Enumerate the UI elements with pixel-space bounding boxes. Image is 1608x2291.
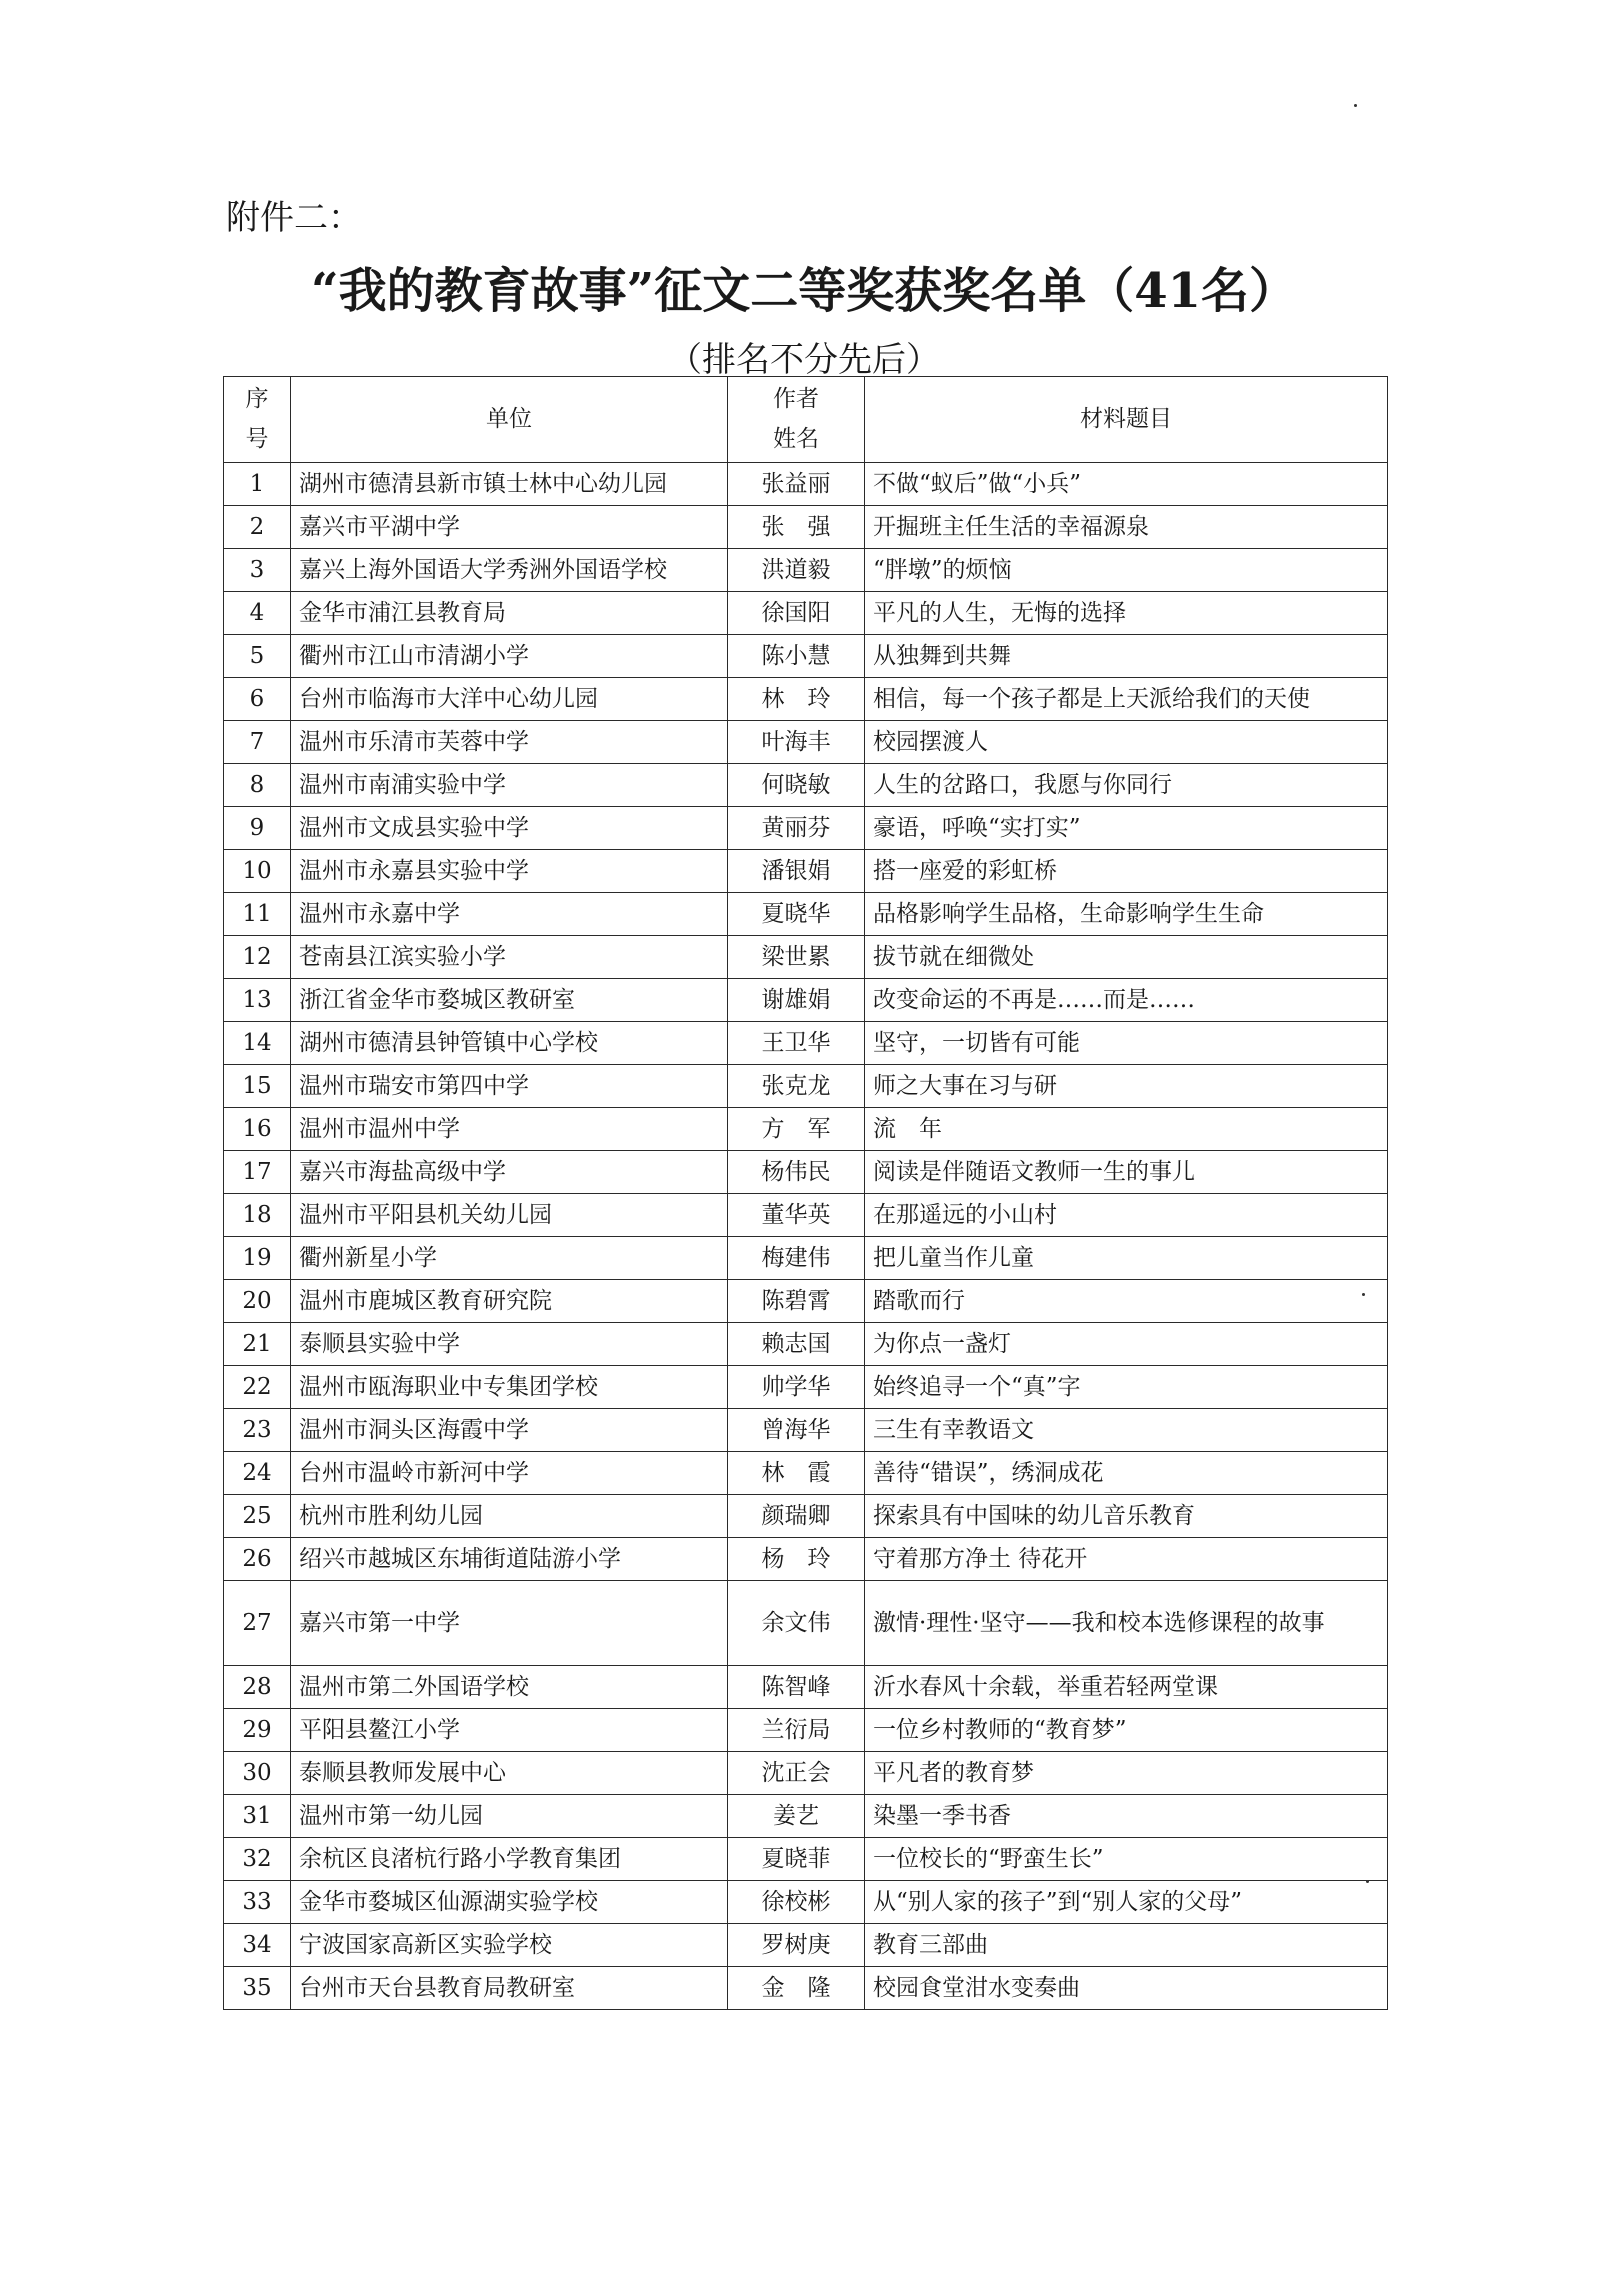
row-unit: 衢州市江山市清湖小学 <box>291 635 728 678</box>
row-title: 在那遥远的小山村 <box>865 1194 1388 1237</box>
table-row <box>224 807 1388 850</box>
header-author-line2: 姓名 <box>773 425 819 452</box>
row-title: 豪语，呼唤“实打实” <box>865 807 1388 850</box>
row-unit: 嘉兴上海外国语大学秀洲外国语学校 <box>291 549 728 592</box>
row-number: 8 <box>224 764 291 807</box>
row-title: 一位乡村教师的“教育梦” <box>865 1709 1388 1752</box>
row-number: 17 <box>224 1151 291 1194</box>
table-row <box>224 1838 1388 1881</box>
row-title: 踏歌而行 <box>865 1280 1388 1323</box>
row-author: 张 强 <box>728 506 865 549</box>
row-title: 从“别人家的孩子”到“别人家的父母” <box>865 1881 1388 1924</box>
row-title: 拔节就在细微处 <box>865 936 1388 979</box>
row-unit: 嘉兴市平湖中学 <box>291 506 728 549</box>
header-author-line1: 作者 <box>773 386 819 413</box>
row-title: 人生的岔路口，我愿与你同行 <box>865 764 1388 807</box>
row-number: 6 <box>224 678 291 721</box>
scan-speck <box>1366 1880 1369 1883</box>
row-unit: 温州市第二外国语学校 <box>291 1666 728 1709</box>
row-unit: 台州市临海市大洋中心幼儿园 <box>291 678 728 721</box>
row-unit: 泰顺县教师发展中心 <box>291 1752 728 1795</box>
row-number: 30 <box>224 1752 291 1795</box>
table-row <box>224 979 1388 1022</box>
row-number: 11 <box>224 893 291 936</box>
row-title: 三生有幸教语文 <box>865 1409 1388 1452</box>
table-row <box>224 1967 1388 2010</box>
attachment-label: 附件二： <box>226 198 362 238</box>
row-title: 相信，每一个孩子都是上天派给我们的天使 <box>865 678 1388 721</box>
row-unit: 绍兴市越城区东埔街道陆游小学 <box>291 1538 728 1581</box>
row-title: 坚守，一切皆有可能 <box>865 1022 1388 1065</box>
header-author <box>728 377 865 463</box>
table-row <box>224 1881 1388 1924</box>
row-author: 陈小慧 <box>728 635 865 678</box>
row-author: 曾海华 <box>728 1409 865 1452</box>
row-unit: 衢州新星小学 <box>291 1237 728 1280</box>
row-unit: 嘉兴市第一中学 <box>291 1581 728 1666</box>
row-title: 为你点一盏灯 <box>865 1323 1388 1366</box>
row-author: 张益丽 <box>728 463 865 506</box>
row-number: 18 <box>224 1194 291 1237</box>
row-number: 4 <box>224 592 291 635</box>
row-unit: 温州市第一幼儿园 <box>291 1795 728 1838</box>
row-number: 7 <box>224 721 291 764</box>
table-row <box>224 1666 1388 1709</box>
page-subtitle: （排名不分先后） <box>668 340 940 380</box>
table-row <box>224 1924 1388 1967</box>
row-unit: 金华市婺城区仙源湖实验学校 <box>291 1881 728 1924</box>
row-unit: 台州市温岭市新河中学 <box>291 1452 728 1495</box>
row-author: 黄丽芬 <box>728 807 865 850</box>
table-header-row <box>224 377 1388 463</box>
row-unit: 台州市天台县教育局教研室 <box>291 1967 728 2010</box>
row-author: 余文伟 <box>728 1581 865 1666</box>
row-number: 29 <box>224 1709 291 1752</box>
row-title: 开掘班主任生活的幸福源泉 <box>865 506 1388 549</box>
header-number <box>224 377 291 463</box>
row-author: 赖志国 <box>728 1323 865 1366</box>
table-row <box>224 635 1388 678</box>
header-title: 材料题目 <box>865 377 1388 463</box>
row-title: 沂水春风十余载，举重若轻两堂课 <box>865 1666 1388 1709</box>
row-number: 22 <box>224 1366 291 1409</box>
row-author: 梅建伟 <box>728 1237 865 1280</box>
row-author: 夏晓菲 <box>728 1838 865 1881</box>
table-row <box>224 1581 1388 1666</box>
row-number: 24 <box>224 1452 291 1495</box>
row-author: 梁世累 <box>728 936 865 979</box>
table-row <box>224 678 1388 721</box>
table-row <box>224 893 1388 936</box>
row-author: 徐校彬 <box>728 1881 865 1924</box>
row-unit: 平阳县鳌江小学 <box>291 1709 728 1752</box>
row-title: 一位校长的“野蛮生长” <box>865 1838 1388 1881</box>
row-number: 12 <box>224 936 291 979</box>
row-unit: 浙江省金华市婺城区教研室 <box>291 979 728 1022</box>
row-unit: 温州市温州中学 <box>291 1108 728 1151</box>
header-number-line1: 序 <box>245 386 269 413</box>
row-number: 33 <box>224 1881 291 1924</box>
row-number: 1 <box>224 463 291 506</box>
row-author: 夏晓华 <box>728 893 865 936</box>
table-row <box>224 1280 1388 1323</box>
table-row <box>224 1409 1388 1452</box>
table-row <box>224 1194 1388 1237</box>
table-row <box>224 1709 1388 1752</box>
row-number: 28 <box>224 1666 291 1709</box>
table-row <box>224 1065 1388 1108</box>
row-number: 14 <box>224 1022 291 1065</box>
page-title: “我的教育故事”征文二等奖获奖名单（41名） <box>310 263 1298 319</box>
row-title: 流 年 <box>865 1108 1388 1151</box>
table-row <box>224 721 1388 764</box>
row-unit: 温州市洞头区海霞中学 <box>291 1409 728 1452</box>
row-title: 改变命运的不再是……而是…… <box>865 979 1388 1022</box>
scan-speck <box>1354 104 1357 107</box>
row-author: 帅学华 <box>728 1366 865 1409</box>
row-unit: 泰顺县实验中学 <box>291 1323 728 1366</box>
row-title: 把儿童当作儿童 <box>865 1237 1388 1280</box>
row-author: 陈碧霄 <box>728 1280 865 1323</box>
row-number: 25 <box>224 1495 291 1538</box>
row-title: “胖墩”的烦恼 <box>865 549 1388 592</box>
row-number: 13 <box>224 979 291 1022</box>
table-body <box>224 463 1388 2010</box>
row-unit: 杭州市胜利幼儿园 <box>291 1495 728 1538</box>
row-title: 不做“蚁后”做“小兵” <box>865 463 1388 506</box>
table-row <box>224 1323 1388 1366</box>
row-title: 探索具有中国味的幼儿音乐教育 <box>865 1495 1388 1538</box>
row-number: 9 <box>224 807 291 850</box>
row-author: 叶海丰 <box>728 721 865 764</box>
table-row <box>224 1022 1388 1065</box>
scan-speck <box>1362 1293 1365 1296</box>
row-number: 32 <box>224 1838 291 1881</box>
row-number: 20 <box>224 1280 291 1323</box>
table-row <box>224 506 1388 549</box>
row-unit: 金华市浦江县教育局 <box>291 592 728 635</box>
row-title: 平凡的人生，无悔的选择 <box>865 592 1388 635</box>
row-number: 31 <box>224 1795 291 1838</box>
row-author: 颜瑞卿 <box>728 1495 865 1538</box>
row-number: 3 <box>224 549 291 592</box>
table-row <box>224 1495 1388 1538</box>
row-title: 平凡者的教育梦 <box>865 1752 1388 1795</box>
award-table <box>223 376 1388 2010</box>
row-number: 2 <box>224 506 291 549</box>
table-row <box>224 1452 1388 1495</box>
row-number: 27 <box>224 1581 291 1666</box>
row-author: 林 霞 <box>728 1452 865 1495</box>
row-number: 16 <box>224 1108 291 1151</box>
row-author: 董华英 <box>728 1194 865 1237</box>
row-author: 洪道毅 <box>728 549 865 592</box>
table-row <box>224 592 1388 635</box>
row-title: 守着那方净土 待花开 <box>865 1538 1388 1581</box>
table-row <box>224 764 1388 807</box>
row-author: 金 隆 <box>728 1967 865 2010</box>
row-author: 徐国阳 <box>728 592 865 635</box>
row-author: 潘银娟 <box>728 850 865 893</box>
row-unit: 湖州市德清县钟管镇中心学校 <box>291 1022 728 1065</box>
row-unit: 温州市永嘉县实验中学 <box>291 850 728 893</box>
row-author: 王卫华 <box>728 1022 865 1065</box>
row-number: 15 <box>224 1065 291 1108</box>
table-row <box>224 549 1388 592</box>
row-number: 19 <box>224 1237 291 1280</box>
row-author: 何晓敏 <box>728 764 865 807</box>
row-unit: 温州市南浦实验中学 <box>291 764 728 807</box>
row-author: 兰衍局 <box>728 1709 865 1752</box>
table-row <box>224 1795 1388 1838</box>
row-author: 姜艺 <box>728 1795 865 1838</box>
table-row <box>224 1752 1388 1795</box>
row-title: 善待“错误”，绣洞成花 <box>865 1452 1388 1495</box>
row-title: 染墨一季书香 <box>865 1795 1388 1838</box>
row-author: 陈智峰 <box>728 1666 865 1709</box>
row-number: 26 <box>224 1538 291 1581</box>
row-unit: 苍南县江滨实验小学 <box>291 936 728 979</box>
table-row <box>224 463 1388 506</box>
row-number: 23 <box>224 1409 291 1452</box>
row-title: 品格影响学生品格，生命影响学生生命 <box>865 893 1388 936</box>
row-unit: 温州市瑞安市第四中学 <box>291 1065 728 1108</box>
row-title: 始终追寻一个“真”字 <box>865 1366 1388 1409</box>
header-unit: 单位 <box>291 377 728 463</box>
row-unit: 温州市瓯海职业中专集团学校 <box>291 1366 728 1409</box>
row-title: 激情·理性·坚守——我和校本选修课程的故事 <box>865 1581 1388 1666</box>
row-title: 教育三部曲 <box>865 1924 1388 1967</box>
row-unit: 嘉兴市海盐高级中学 <box>291 1151 728 1194</box>
row-author: 杨伟民 <box>728 1151 865 1194</box>
table-row <box>224 1151 1388 1194</box>
row-title: 阅读是伴随语文教师一生的事儿 <box>865 1151 1388 1194</box>
table-row <box>224 1237 1388 1280</box>
row-unit: 余杭区良渚杭行路小学教育集团 <box>291 1838 728 1881</box>
row-number: 10 <box>224 850 291 893</box>
row-author: 谢雄娟 <box>728 979 865 1022</box>
table-row <box>224 850 1388 893</box>
row-title: 校园食堂泔水变奏曲 <box>865 1967 1388 2010</box>
row-unit: 温州市文成县实验中学 <box>291 807 728 850</box>
table-row <box>224 1538 1388 1581</box>
table-row <box>224 1108 1388 1151</box>
row-author: 沈正会 <box>728 1752 865 1795</box>
row-number: 34 <box>224 1924 291 1967</box>
row-unit: 宁波国家高新区实验学校 <box>291 1924 728 1967</box>
row-number: 21 <box>224 1323 291 1366</box>
header-number-line2: 号 <box>245 425 269 452</box>
row-unit: 温州市乐清市芙蓉中学 <box>291 721 728 764</box>
row-author: 杨 玲 <box>728 1538 865 1581</box>
row-author: 方 军 <box>728 1108 865 1151</box>
table-row <box>224 1366 1388 1409</box>
row-unit: 温州市鹿城区教育研究院 <box>291 1280 728 1323</box>
row-unit: 温州市平阳县机关幼儿园 <box>291 1194 728 1237</box>
row-title: 搭一座爱的彩虹桥 <box>865 850 1388 893</box>
table-row <box>224 936 1388 979</box>
row-author: 张克龙 <box>728 1065 865 1108</box>
row-title: 从独舞到共舞 <box>865 635 1388 678</box>
row-number: 35 <box>224 1967 291 2010</box>
row-unit: 湖州市德清县新市镇士林中心幼儿园 <box>291 463 728 506</box>
row-title: 校园摆渡人 <box>865 721 1388 764</box>
row-title: 师之大事在习与研 <box>865 1065 1388 1108</box>
row-number: 5 <box>224 635 291 678</box>
row-author: 罗树庚 <box>728 1924 865 1967</box>
row-author: 林 玲 <box>728 678 865 721</box>
row-unit: 温州市永嘉中学 <box>291 893 728 936</box>
